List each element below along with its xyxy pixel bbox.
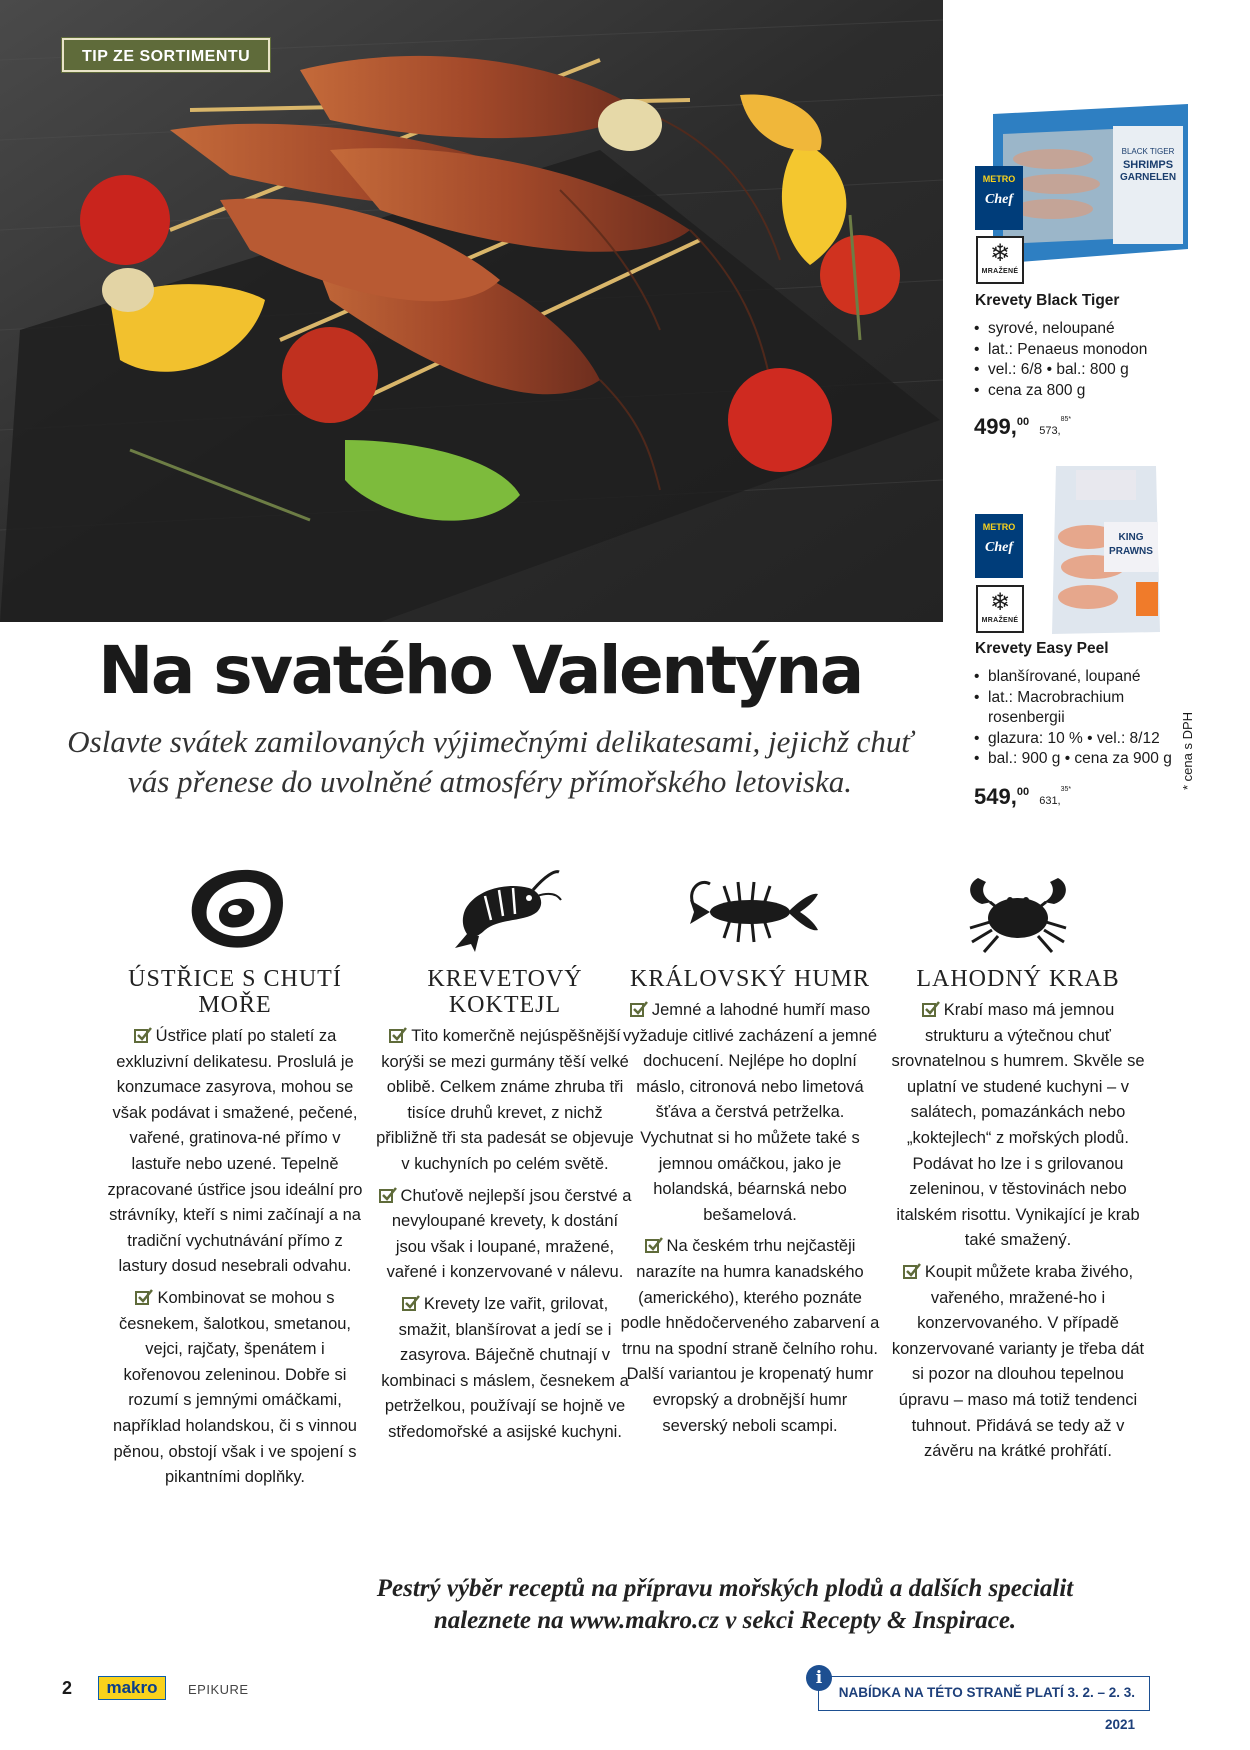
detail-item: • blanšírované, loupané bbox=[972, 667, 1172, 688]
snowflake-icon: ❄ bbox=[989, 588, 1011, 616]
vat-note: * cena s DPH bbox=[1180, 711, 1195, 790]
price: 499,00 573,$^{85*}$ bbox=[974, 414, 1072, 439]
product-details bbox=[972, 319, 1147, 401]
checkbox-icon bbox=[134, 1027, 152, 1043]
crab-icon bbox=[958, 860, 1078, 960]
detail-item: • glazura: 10 % • vel.: 8/12 bbox=[972, 729, 1172, 750]
detail-item: • cena za 800 g bbox=[972, 381, 1147, 402]
page-number: 2 bbox=[62, 1678, 73, 1698]
page-title: Na svatého Valentýna bbox=[98, 632, 862, 709]
column-paragraph: Na českém trhu nejčastěji narazíte na humra kanadského (amerického), kterého poznáte podle hnědočerveného zabarvení a trnu na spodní straně čelního rohu. Další variantou je kropenatý humr evropský a drobnější humr severský neboli scampi. bbox=[620, 1237, 880, 1435]
frozen-badge: ❄ MRAŽENÉ bbox=[976, 236, 1024, 284]
column-title: ÚSTŘICE S CHUTÍ MOŘE bbox=[128, 966, 342, 1018]
metro-chef-logo: METRO Chef bbox=[975, 514, 1023, 578]
column-title: KRÁLOVSKÝ HUMR bbox=[629, 966, 871, 992]
column-paragraph: Jemné a lahodné humří maso vyžaduje citlivé zacházení a jemné dochucení. Nejlépe ho doplní máslo, citronová nebo limetová šťáva a čerstvá petrželka. Vychutnat si ho můžete také s jemnou omáčkou, jako je holandská, béarnská nebo bešamelová. bbox=[622, 1001, 878, 1224]
checkbox-icon bbox=[379, 1187, 397, 1203]
offer-validity: NABÍDKA NA TÉTO STRANĚ PLATÍ 3. 2. – 2. 3. 2021 bbox=[818, 1676, 1150, 1711]
info-icon: i bbox=[806, 1665, 832, 1691]
column-crab bbox=[888, 860, 1148, 1465]
product-details bbox=[972, 667, 1172, 770]
tip-badge: TIP ZE SORTIMENTU bbox=[62, 38, 270, 72]
price: 549,00 631,$^{35*}$ bbox=[974, 784, 1072, 809]
snowflake-icon: ❄ bbox=[989, 239, 1011, 267]
makro-logo: makro bbox=[98, 1676, 166, 1700]
column-lobster bbox=[620, 860, 880, 1439]
product-name: Krevety Easy Peel bbox=[975, 640, 1109, 657]
column-title: LAHODNÝ KRAB bbox=[916, 966, 1120, 992]
detail-item: rosenbergii bbox=[988, 709, 1065, 726]
metro-chef-logo: METRO Chef bbox=[975, 166, 1023, 230]
hero-photo bbox=[0, 0, 943, 622]
checkbox-icon bbox=[402, 1295, 420, 1311]
checkbox-icon bbox=[645, 1237, 663, 1253]
column-shrimp bbox=[375, 860, 635, 1446]
column-paragraph: Chuťově nejlepší jsou čerstvé a nevyloupané krevety, k dostání jsou však i loupané, mražené, vařené i konzervované v nálevu. bbox=[375, 1184, 635, 1286]
lobster-icon bbox=[680, 860, 820, 960]
column-oyster bbox=[105, 860, 365, 1491]
price-with-vat: 573,$^{85*}$ bbox=[1039, 416, 1072, 437]
column-title: KREVETOVÝ KOKTEJL bbox=[427, 966, 583, 1018]
pkg-text-1: KING bbox=[1118, 532, 1144, 543]
column-paragraph: Ústřice platí po staletí za exkluzivní delikatesu. Proslulá je konzumace zasyrova, mohou se však podávat i smažené, pečené, vařené, gratinova-né přímo v lastuře nebo uzené. Tepelně zpracované ústřice jsou ideální pro strávníky, kteří s nimi začínají a na tradiční vychutnávání přímo z lastury dosud nesebrali odvahu. bbox=[107, 1027, 363, 1276]
pkg-text-2: SHRIMPS bbox=[1122, 159, 1174, 171]
product-name: Krevety Black Tiger bbox=[975, 292, 1120, 309]
recipes-note: Pestrý výběr receptů na přípravu mořských plodů a dalších specialit naleznete na www.makro.cz v sekci Recepty & Inspirace. bbox=[376, 1575, 1074, 1634]
pkg-text-1: BLACK TIGER bbox=[1121, 147, 1175, 156]
column-paragraph: Krabí maso má jemnou strukturu a výtečnou chuť srovnatelnou s humrem. Skvěle se uplatní ve studené kuchyni – v salátech, pomazánkách nebo „koktejlech“ z mořských plodů. Podávat ho lze i s grilovanou zeleninou, v těstovinách nebo italském risottu. Vynikající je krab také smažený. bbox=[891, 1001, 1145, 1250]
detail-item: • vel.: 6/8 • bal.: 800 g bbox=[972, 360, 1147, 381]
shrimp-icon bbox=[445, 860, 565, 960]
page-subtitle: Oslavte svátek zamilovaných výjimečnými delikatesami, jejichž chuť vás přenese do uvolněné atmosféry přímořského letoviska. bbox=[67, 724, 913, 799]
easy-peel-package-image bbox=[1048, 462, 1164, 638]
detail-item: • lat.: Penaeus monodon bbox=[972, 340, 1147, 361]
oyster-icon bbox=[175, 860, 295, 960]
column-paragraph: Krevety lze vařit, grilovat, smažit, blanšírovat a jedí se i zasyrova. Báječně chutnají v kombinaci s máslem, česnekem a petrželkou, používají se hojně ve středomořské a asijské kuchyni. bbox=[381, 1294, 629, 1441]
detail-item: • lat.: Macrobrachium bbox=[972, 688, 1172, 709]
checkbox-icon bbox=[922, 1001, 940, 1017]
column-paragraph: Tito komerčně nejúspěšnější korýši se mezi gurmány těší velké oblibě. Celkem známe zhruba tři tisíce druhů krevet, z nichž přibližně tři sta padesát se objevuje v kuchyních po celém světě. bbox=[376, 1027, 634, 1173]
checkbox-icon bbox=[389, 1027, 407, 1043]
pkg-text-2: PRAWNS bbox=[1109, 546, 1153, 557]
checkbox-icon bbox=[903, 1263, 921, 1279]
checkbox-icon bbox=[630, 1001, 648, 1017]
grilled-prawns-illustration bbox=[0, 0, 943, 622]
column-paragraph: Kombinovat se mohou s česnekem, šalotkou, smetanou, vejci, rajčaty, špenátem i kořenovou zeleninou. Dobře si rozumí s jemnými omáčkami, například holandskou, či s vinnou pěnou, obstojí však i ve spojení s pikantními doplňky. bbox=[113, 1288, 357, 1487]
checkbox-icon bbox=[135, 1289, 153, 1305]
detail-item: • syrové, neloupané bbox=[972, 319, 1147, 340]
pkg-text-3: GARNELEN bbox=[1119, 172, 1177, 183]
detail-item: • bal.: 900 g • cena za 900 g bbox=[972, 749, 1172, 770]
frozen-badge: ❄ MRAŽENÉ bbox=[976, 585, 1024, 633]
price-with-vat: 631,$^{35*}$ bbox=[1039, 786, 1072, 807]
column-paragraph: Koupit můžete kraba živého, vařeného, mražené-ho i konzervovaného. V případě konzervované varianty je třeba dát si pozor na dlouhou tepelnou úpravu – maso má totiž tendenci tuhnout. Přidává se tedy až v závěru na krátké prohřátí. bbox=[891, 1262, 1145, 1461]
section-label: EPIKURE bbox=[188, 1682, 249, 1697]
